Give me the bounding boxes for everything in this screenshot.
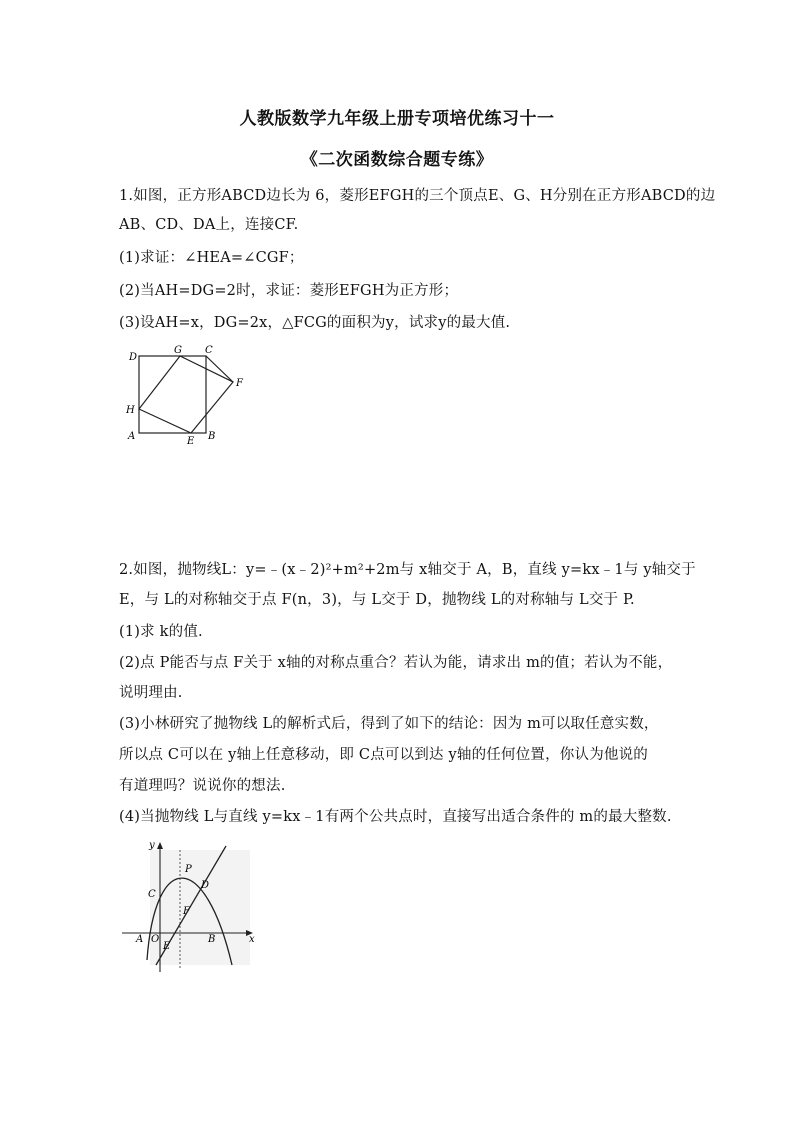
label-f: F <box>236 378 243 389</box>
page-title: 人教版数学九年级上册专项培优练习十一 <box>239 109 555 129</box>
label-b: B <box>208 431 216 442</box>
label-e: E <box>187 436 195 447</box>
label-c: C <box>205 345 213 356</box>
problem1-line-2: AB、CD、DA上，连接CF. <box>119 217 299 233</box>
page-subtitle: 《二次函数综合题专练》 <box>300 150 494 170</box>
label-x: x <box>249 934 255 945</box>
problem1-part3: (3)设AH=x，DG=2x，△FCG的面积为y，试求y的最大值. <box>119 315 511 331</box>
problem2-part2-cont: 说明理由. <box>119 685 183 701</box>
problem2-line-1: 2.如图，抛物线L：y=﹣(x﹣2)²+m²+2m与 x轴交于 A，B，直线 y=kx﹣1与 y轴交于 <box>119 562 696 578</box>
label-f: F <box>183 906 190 917</box>
problem1-line-1: 1.如图，正方形ABCD边长为 6，菱形EFGH的三个顶点E、G、H分别在正方形ABCD的边 <box>119 188 716 204</box>
problem1-figure <box>120 340 260 455</box>
label-c: C <box>148 889 156 900</box>
label-d: D <box>201 880 210 891</box>
label-e: E <box>163 941 171 952</box>
segment-cf <box>206 356 233 382</box>
label-p: P <box>185 864 192 875</box>
y-axis-arrow <box>157 842 163 849</box>
problem2-part1: (1)求 k的值. <box>119 624 203 640</box>
problem1-part2: (2)当AH=DG=2时，求证：菱形EFGH为正方形； <box>119 283 459 299</box>
label-h: H <box>126 405 135 416</box>
label-b: B <box>208 934 216 945</box>
problem2-part4: (4)当抛物线 L与直线 y=kx﹣1有两个公共点时，直接写出适合条件的 m的最大整数. <box>119 809 672 825</box>
problem2-part3: (3)小林研究了抛物线 L的解析式后，得到了如下的结论：因为 m可以取任意实数， <box>119 716 659 732</box>
problem1-part1: (1)求证：∠HEA=∠CGF； <box>119 250 304 266</box>
label-a: A <box>136 934 144 945</box>
label-a: A <box>128 431 136 442</box>
rhombus-efgh <box>139 356 233 433</box>
label-g: G <box>174 345 182 356</box>
square-abcd <box>139 356 206 433</box>
problem2-figure <box>120 835 270 975</box>
problem2-part3-cont1: 所以点 C可以在 y轴上任意移动，即 C点可以到达 y轴的任何位置，你认为他说的 <box>119 747 649 763</box>
label-o: O <box>151 934 160 945</box>
problem2-part2: (2)点 P能否与点 F关于 x轴的对称点重合？若认为能，请求出 m的值；若认为不能， <box>119 655 673 671</box>
label-d: D <box>129 352 138 363</box>
problem2-line-2: E，与 L的对称轴交于点 F(n，3)，与 L交于 D，抛物线 L的对称轴与 L交于 P. <box>119 592 635 608</box>
problem2-part3-cont2: 有道理吗？说说你的想法. <box>119 778 286 794</box>
label-y: y <box>149 840 155 851</box>
